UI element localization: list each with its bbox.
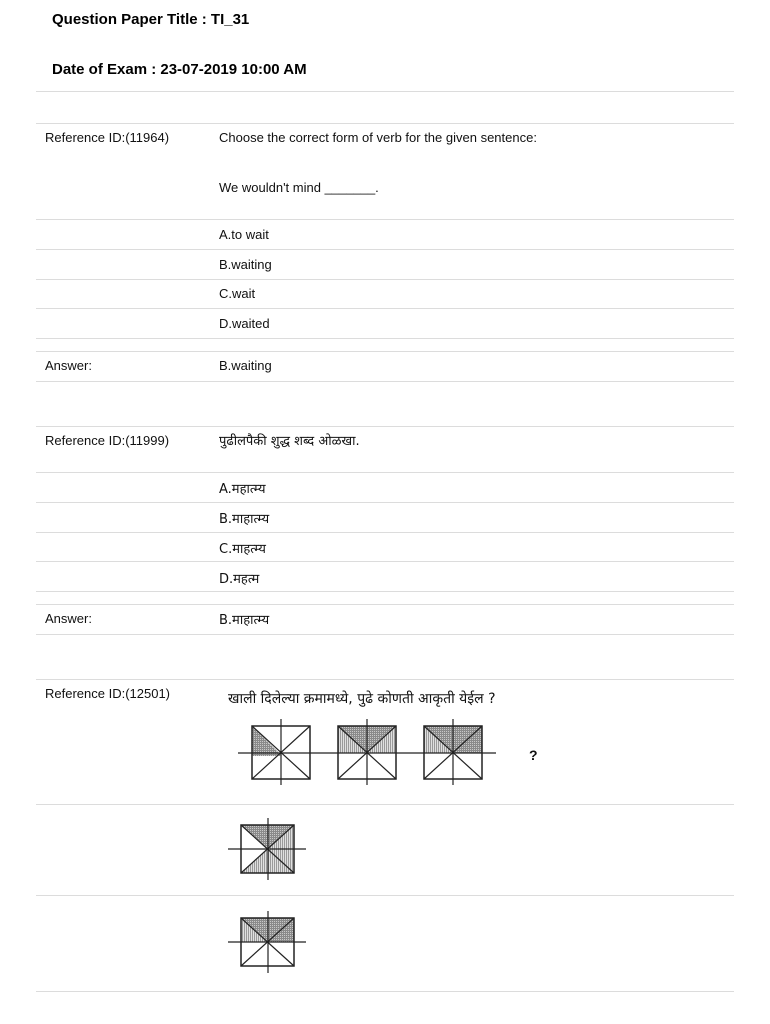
question-2-stem: पुढीलपैकी शुद्ध शब्द ओळखा. [219,434,360,449]
divider [36,219,734,220]
divider [36,338,734,339]
divider [36,279,734,280]
question-1-answer: B.waiting [219,358,272,373]
divider [36,895,734,896]
question-2-reference-id: Reference ID:(11999) [45,433,170,448]
option-figure-1 [228,818,308,880]
question-1-option-c: C.wait [219,286,256,301]
answer-label: Answer: [45,358,92,373]
question-1-option-b: B.waiting [219,257,272,272]
question-1-reference-id: Reference ID:(11964) [45,130,170,145]
divider [36,249,734,250]
divider [36,634,734,635]
divider [36,123,734,124]
divider [36,426,734,427]
divider [36,991,734,992]
unknown-figure-question-mark: ? [529,747,538,763]
divider [36,351,734,352]
divider [36,604,734,605]
question-1-option-d: D.waited [219,316,270,331]
question-1-option-a: A.to wait [219,227,269,242]
sequence-figure-1 [238,719,326,785]
divider [36,381,734,382]
question-3-reference-id: Reference ID:(12501) [45,686,171,701]
question-3-stem: खाली दिलेल्या क्रमामध्ये, पुढे कोणती आकृती येईल ? [228,691,496,707]
divider [36,804,734,805]
question-2-option-a: A.महात्म्य [219,482,266,497]
divider [36,502,734,503]
question-2-option-d: D.महत्म [219,572,260,587]
answer-label: Answer: [45,611,92,626]
paper-title: Question Paper Title : TI_31 [52,11,250,28]
divider [36,561,734,562]
question-2-option-c: C.माहत्म्य [219,542,266,557]
exam-date: Date of Exam : 23-07-2019 10:00 AM [52,61,307,78]
divider [36,532,734,533]
divider [36,679,734,680]
divider [36,591,734,592]
sequence-figure-3 [410,719,498,785]
question-1-stem: Choose the correct form of verb for the given sentence: [219,130,537,145]
divider [36,472,734,473]
question-2-answer: B.माहात्म्य [219,613,270,628]
question-1-sentence: We wouldn't mind _______. [219,180,379,195]
option-figure-2 [228,911,308,973]
divider [36,308,734,309]
divider [36,91,734,92]
sequence-figure-2 [324,719,412,785]
question-2-option-b: B.माहात्म्य [219,512,270,527]
